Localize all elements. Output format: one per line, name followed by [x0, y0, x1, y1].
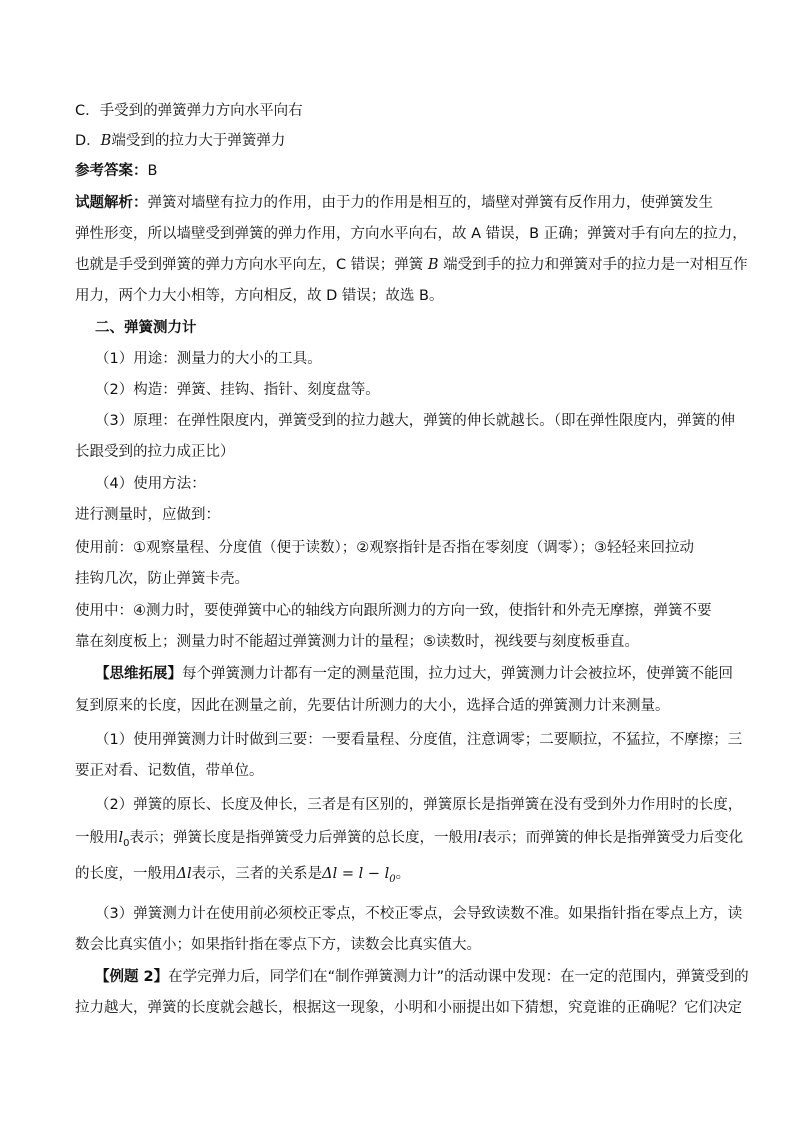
relation-equation: Δl = l − l — [322, 866, 390, 882]
analysis-var-b: B — [427, 257, 439, 273]
tip-2-text-e: 表示，三者的关系是 — [191, 866, 323, 882]
analysis-label: 试题解析： — [75, 195, 148, 211]
during-line-2: 靠在刻度板上；测量力时不能超过弹簧测力计的量程；⑤读数时，视线要与刻度板垂直。 — [75, 634, 639, 650]
analysis-line-1 — [75, 193, 713, 213]
measure-line: 进行测量时，应做到： — [75, 507, 220, 523]
tip-2-line-3 — [75, 864, 410, 890]
tip-2-text-b: 表示；弹簧长度是指弹簧受力后弹簧的总长度，一般用 — [129, 830, 478, 846]
tip-2-line-2 — [75, 828, 743, 854]
tip-2-text-c: 表示；而弹簧的伸长是指弹簧受力后变化 — [482, 830, 744, 846]
method-line: （4）使用方法： — [95, 476, 206, 492]
extension-line-2: 复到原来的长度，因此在测量之前，先要估计所测力的大小，选择合适的弹簧测力计来测量。 — [75, 698, 670, 714]
analysis-text-1: 弹簧对墙壁有拉力的作用，由于力的作用是相互的，墙壁对弹簧有反作用力，使弹簧发生 — [147, 195, 713, 211]
example-2-text-1: 在学完弹力后，同学们在“制作弹簧测力计”的活动课中发现：在一定的范围内，弹簧受到的 — [168, 969, 749, 985]
tip-2-text-a: 一般用 — [75, 830, 119, 846]
tip-3-line-1: （3）弹簧测力计在使用前必须校正零点，不校正零点，会导致读数不准。如果指针指在零点上方，读 — [95, 906, 743, 922]
tip-1-line-1: （1）使用弹簧测力计时做到三要：一要看量程、分度值，注意调零；二要顺拉，不猛拉，不摩擦；三 — [95, 732, 743, 748]
use-line: （1）用途：测量力的大小的工具。 — [95, 351, 322, 367]
var-l0-sub: 0 — [123, 837, 130, 849]
example-2-line-2: 拉力越大，弹簧的长度就会越长，根据这一现象，小明和小丽提出如下猜想，究竟谁的正确呢？它们决定 — [75, 1000, 742, 1016]
extension-line-1 — [95, 664, 733, 684]
before-line-2: 挂钩几次，防止弹簧卡壳。 — [75, 571, 249, 587]
var-l: l — [477, 830, 483, 846]
principle-line-1: （3）原理：在弹性限度内，弹簧受到的拉力越大，弹簧的伸长就越长。（即在弹性限度内，弹簧的伸 — [95, 413, 735, 429]
analysis-line-3 — [75, 255, 748, 275]
analysis-line-2: 弹性形变，所以墙壁受到弹簧的弹力作用，方向水平向右，故 A 错误，B 正确；弹簧对手有向左的拉力， — [75, 226, 747, 242]
option-d-var: B — [100, 133, 112, 149]
extension-label: 【思维拓展】 — [95, 666, 182, 682]
var-l0: l — [118, 830, 124, 846]
option-d — [75, 131, 285, 151]
tip-2-text-d: 的长度，一般用 — [75, 866, 177, 882]
answer-label: 参考答案： — [75, 163, 148, 179]
tip-3-line-2: 数会比真实值小；如果指针指在零点下方，读数会比真实值大。 — [75, 937, 481, 953]
structure-line: （2）构造：弹簧、挂钩、指针、刻度盘等。 — [95, 382, 380, 398]
during-line-1: 使用中：④测力时，要使弹簧中心的轴线方向跟所测力的方向一致，使指针和外壳无摩擦，弹簧不要 — [75, 603, 712, 619]
option-d-text: 端受到的拉力大于弹簧弹力 — [111, 133, 286, 149]
var-delta-l: Δl — [176, 866, 192, 882]
extension-text-1: 每个弹簧测力计都有一定的测量范围，拉力过大，弹簧测力计会被拉坏，使弹簧不能回 — [182, 666, 733, 682]
relation-equation-sub: 0 — [389, 873, 396, 885]
tip-2-text-f: 。 — [395, 866, 411, 882]
example-2-label: 【例题 2】 — [95, 969, 169, 985]
before-line-1: 使用前：①观察量程、分度值（便于读数）；②观察指针是否指在零刻度（调零）；③轻轻来回拉动 — [75, 540, 694, 556]
example-2-line-1 — [95, 967, 749, 987]
tip-2-line-1: （2）弹簧的原长、长度及伸长，三者是有区别的，弹簧原长是指弹簧在没有受到外力作用时的长度， — [95, 797, 743, 813]
analysis-text-3b: 端受到手的拉力和弹簧对手的拉力是一对相互作 — [438, 257, 748, 273]
analysis-text-3a: 也就是手受到弹簧的弹力方向水平向左，C 错误；弹簧 — [75, 257, 428, 273]
principle-line-2: 长跟受到的拉力成正比） — [75, 444, 235, 460]
analysis-line-4: 用力，两个力大小相等，方向相反，故 D 错误；故选 B。 — [75, 288, 444, 304]
answer-line — [75, 161, 157, 181]
section-title: 二、弹簧测力计 — [95, 320, 197, 336]
tip-1-line-2: 要正对看、记数值，带单位。 — [75, 763, 264, 779]
answer-value: B — [147, 163, 158, 179]
option-d-prefix: D． — [75, 133, 101, 149]
option-c: C．手受到的弹簧弹力方向水平向右 — [75, 103, 303, 119]
